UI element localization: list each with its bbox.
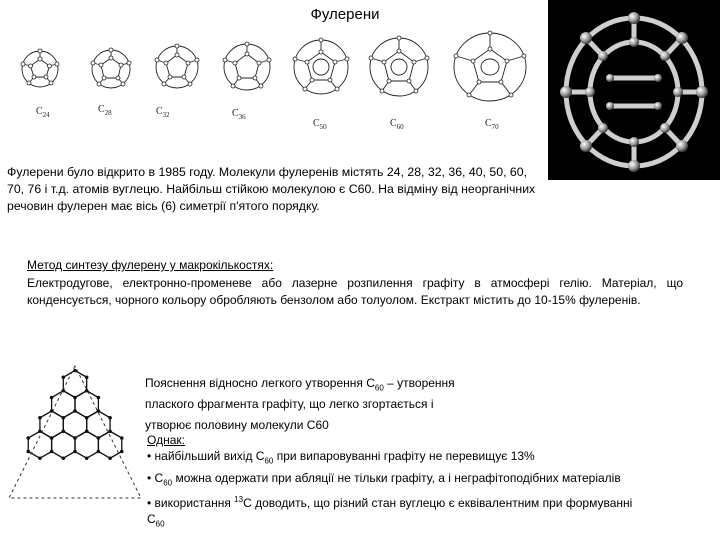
label-c60: $C_{60}$ bbox=[390, 118, 404, 131]
graphite-fragment-diagram bbox=[5, 362, 145, 512]
carbon-atom bbox=[108, 456, 112, 460]
label-c24: $C_{24}$ bbox=[36, 106, 50, 119]
carbon-atom bbox=[62, 375, 66, 379]
intro-paragraph: Фулерени було відкрито в 1985 году. Молекули фулеренів містять 24, 28, 32, 36, 40, 50, 60, 70, 76 і т.д. атомів вуглецю. Найбільш стійкою молекулою є С60. На відміну від неорганічних речовин фулерен має вісь (6) симетрії п'ятого порядку. bbox=[7, 165, 536, 213]
carbon-atom bbox=[26, 436, 30, 440]
carbon-atom bbox=[85, 456, 89, 460]
label-c50: $C_{50}$ bbox=[313, 118, 327, 131]
molecule-c24-image bbox=[18, 46, 62, 92]
carbon-atom bbox=[73, 396, 77, 400]
however-bullet-3: • використання $^{13}$С доводить, що різний стан вуглецю є еквівалентним при формуванні bbox=[147, 494, 633, 510]
explanation-line-1: Пояснення відносно легкого утворення $С_{60}$ – утворення bbox=[145, 376, 455, 393]
however-bullet-1: • найбільший вихід $С_{60}$ при випаровуванні графіту не перевищує 13% bbox=[147, 449, 535, 466]
carbon-atom bbox=[73, 450, 77, 454]
carbon-atom bbox=[85, 416, 89, 420]
carbon-atom bbox=[97, 409, 101, 413]
carbon-atom bbox=[120, 436, 124, 440]
carbon-atom bbox=[62, 456, 66, 460]
carbon-atom bbox=[38, 456, 42, 460]
carbon-atom bbox=[108, 416, 112, 420]
explanation-line-2: плаского фрагмента графіту, що легко згортається і bbox=[145, 397, 434, 412]
page-title: Фулерени bbox=[310, 6, 380, 23]
label-c36: $C_{36}$ bbox=[232, 108, 246, 121]
label-c28: $C_{28}$ bbox=[98, 104, 112, 117]
fullerene-molecules-strip bbox=[10, 24, 540, 134]
carbon-atom bbox=[85, 429, 89, 433]
triangle-outline bbox=[9, 366, 141, 498]
molecule-c36-image bbox=[220, 40, 274, 94]
carbon-atom bbox=[38, 416, 42, 420]
hexagon-ring bbox=[75, 431, 98, 458]
carbon-atom bbox=[85, 375, 89, 379]
hexagon-ring bbox=[52, 431, 75, 458]
molecule-c32-image bbox=[152, 42, 202, 92]
however-block bbox=[147, 432, 719, 533]
carbon-atom bbox=[62, 389, 66, 393]
carbon-atom bbox=[50, 396, 54, 400]
carbon-atom bbox=[38, 429, 42, 433]
carbon-atom bbox=[120, 450, 124, 454]
synthesis-method-text: Електродугове, електронно-променеве або лазерне розпилення графіту в атмосфері гелію. Матеріал, що конденсується, чорного кольору обробляють бензолом або толуолом. Екстракт містить до 10-15% фулеренів. bbox=[27, 275, 683, 307]
molecule-c70-image bbox=[450, 28, 530, 106]
carbon-atom bbox=[97, 396, 101, 400]
carbon-atom bbox=[26, 450, 30, 454]
carbon-atom bbox=[73, 436, 77, 440]
molecule-c50-image bbox=[290, 36, 352, 98]
carbon-atom bbox=[50, 409, 54, 413]
fullerene-3d-photo bbox=[548, 0, 720, 180]
carbon-atom bbox=[73, 369, 77, 373]
synthesis-method-block bbox=[27, 257, 683, 310]
carbon-atom bbox=[108, 429, 112, 433]
explanation-block bbox=[145, 375, 525, 433]
carbon-atom bbox=[50, 436, 54, 440]
carbon-atom bbox=[97, 450, 101, 454]
however-bullet-2: • $С_{60}$ можна одержати при абляції не тільки графіту, а і неграфітоподібних матеріалів bbox=[147, 470, 621, 488]
carbon-atom bbox=[73, 409, 77, 413]
label-c70: $C_{70}$ bbox=[485, 118, 499, 131]
molecule-c28-image bbox=[88, 46, 134, 92]
label-c32: $C_{32}$ bbox=[156, 106, 170, 119]
however-heading: Однак: bbox=[147, 433, 185, 447]
carbon-atom bbox=[50, 450, 54, 454]
however-bullet-3-cont: $С_{60}$ bbox=[147, 511, 165, 529]
carbon-atom bbox=[97, 436, 101, 440]
synthesis-method-heading: Метод синтезу фулерену у макрокількостях: bbox=[27, 258, 274, 272]
molecule-c60-image bbox=[366, 34, 432, 100]
explanation-line-3: утворює половину молекули С60 bbox=[145, 418, 329, 433]
hexagon-ring bbox=[28, 431, 51, 458]
carbon-atom bbox=[62, 416, 66, 420]
carbon-atom bbox=[85, 389, 89, 393]
carbon-atom bbox=[62, 429, 66, 433]
